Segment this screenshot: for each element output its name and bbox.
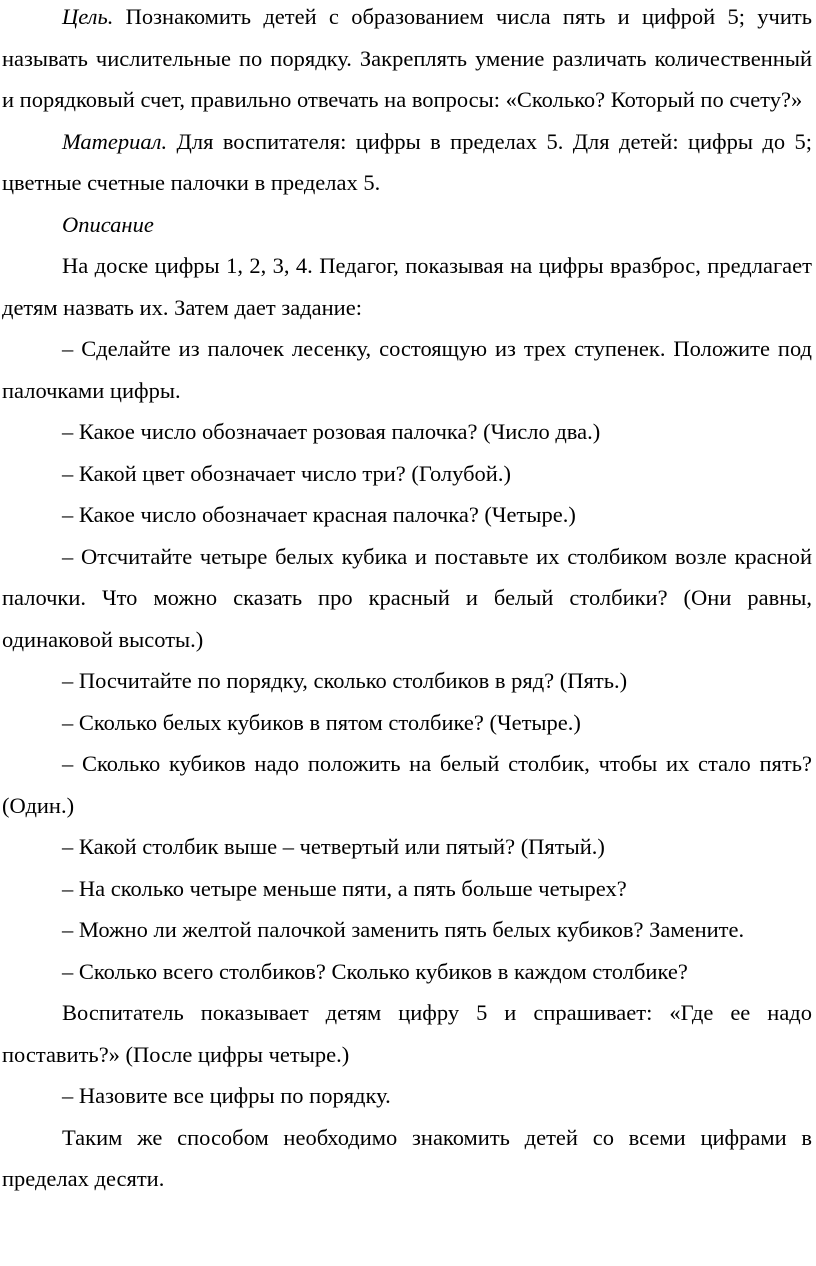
- body-paragraph: – Сделайте из палочек лесенку, состоящую из трех ступенек. Положите под палочками цифры.: [2, 336, 812, 403]
- body-paragraph: – Какой столбик выше – четвертый или пятый? (Пятый.): [62, 834, 605, 859]
- body-paragraph: – Назовите все цифры по порядку.: [62, 1083, 391, 1108]
- body-paragraph: – На сколько четыре меньше пяти, а пять больше четырех?: [62, 875, 627, 901]
- body-paragraph: Воспитатель показывает детям цифру 5 и спрашивает: «Где ее надо поставить?» (После цифры четыре.): [2, 1000, 812, 1067]
- material-text: Для воспитателя: цифры в пределах 5. Для детей: цифры до 5; цветные счетные палочки в пределах 5.: [2, 128, 812, 195]
- description-heading: Описание: [62, 211, 154, 237]
- body-paragraph: – Какой цвет обозначает число три? (Голубой.): [62, 460, 511, 486]
- body-paragraph: – Сколько белых кубиков в пятом столбике? (Четыре.): [62, 709, 581, 735]
- material-paragraph: [2, 121, 812, 204]
- body-paragraph: – Какое число обозначает розовая палочка? (Число два.): [62, 419, 601, 444]
- body-paragraph: – Отсчитайте четыре белых кубика и поставьте их столбиком возле красной палочки. Что можно сказать про красный и белый столбики? (Они равны, одинаковой высоты.): [2, 543, 812, 652]
- body-paragraph: – Сколько кубиков надо положить на белый столбик, чтобы их стало пять? (Один.): [2, 751, 812, 818]
- body-paragraph: – Можно ли желтой палочкой заменить пять белых кубиков? Замените.: [62, 917, 745, 942]
- material-label: Материал.: [62, 128, 168, 154]
- goal-paragraph: [2, 0, 812, 121]
- body-paragraph: – Сколько всего столбиков? Сколько кубиков в каждом столбике?: [62, 958, 688, 984]
- goal-text: Познакомить детей с образованием числа пять и цифрой 5; учить называть числительные по порядку. Закреплять умение различать количественный и порядковый счет, правильно отвечать на вопросы: «Сколько? Который по счету?»: [2, 4, 812, 112]
- goal-label: Цель.: [62, 4, 114, 29]
- body-paragraph: На доске цифры 1, 2, 3, 4. Педагог, показывая на цифры вразброс, предлагает детям назвать их. Затем дает задание:: [2, 253, 812, 320]
- body-paragraph: – Какое число обозначает красная палочка? (Четыре.): [62, 502, 576, 527]
- body-paragraph: Таким же способом необходимо знакомить детей со всеми цифрами в пределах десяти.: [2, 1124, 812, 1191]
- body-paragraph: – Посчитайте по порядку, сколько столбиков в ряд? (Пять.): [62, 668, 628, 693]
